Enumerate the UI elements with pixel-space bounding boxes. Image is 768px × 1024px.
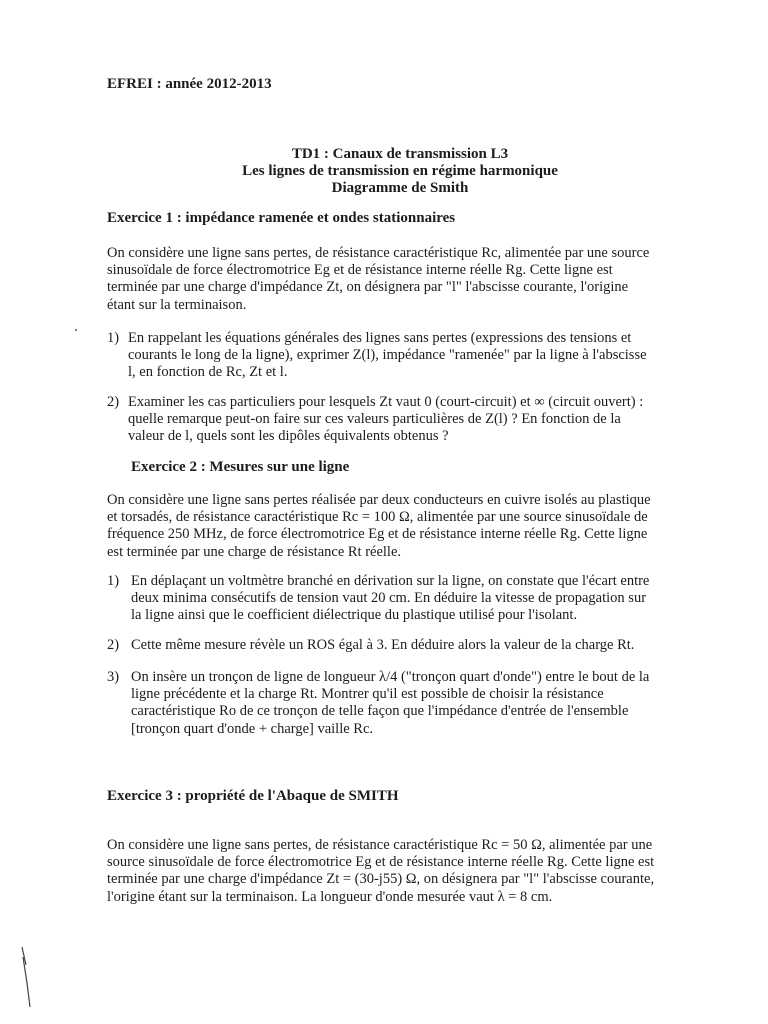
exercise-2-question-2 — [131, 637, 711, 654]
text-line: On insère un tronçon de ligne de longueur λ/4 ("tronçon quart d'onde") entre le bout de la — [131, 669, 650, 685]
document-header: EFREI : année 2012-2013 — [107, 76, 272, 92]
text-line: On considère une ligne sans pertes réalisée par deux conducteurs en cuivre isolés au plastique — [107, 492, 651, 508]
text-line: courants le long de la ligne), exprimer Z(l), impédance "ramenée" par la ligne à l'abscisse — [128, 347, 647, 364]
text-line: deux minima consécutifs de tension vaut 20 cm. En déduire la vitesse de propagation sur — [131, 590, 647, 607]
exercise-1-question-1-number: 1) — [107, 330, 120, 346]
text-line: [tronçon quart d'onde + charge] vaille Rc. — [131, 720, 374, 737]
title-line-1: TD1 : Canaux de transmission L3 — [291, 146, 509, 162]
exercise-2-question-2-number: 2) — [107, 637, 120, 653]
title-line-2: Les lignes de transmission en régime harmonique — [242, 163, 558, 179]
scan-speck — [75, 329, 77, 331]
text-line: En déplaçant un voltmètre branché en dérivation sur la ligne, on constate que l'écart entre — [131, 573, 650, 589]
text-line: la ligne ainsi que le coefficient diélectrique du plastique utilisé pour l'isolant. — [131, 607, 578, 624]
text-line: terminée par une charge d'impédance Zt, on désignera par "l" l'abscisse courante, l'origine — [107, 279, 629, 296]
exercise-2-question-3-number: 3) — [107, 669, 120, 685]
exercise-3-intro — [107, 837, 722, 906]
exercise-1-question-2-number: 2) — [107, 394, 120, 410]
text-line: terminée par une charge d'impédance Zt = (30-j55) Ω, on désignera par "l" l'abscisse courante, — [107, 871, 655, 888]
exercise-1-title: Exercice 1 : impédance ramenée et ondes stationnaires — [107, 210, 456, 226]
exercise-3-title: Exercice 3 : propriété de l'Abaque de SMITH — [107, 788, 399, 804]
text-line: sinusoïdale de force électromotrice Eg et de résistance interne réelle Rg. Cette ligne est — [107, 262, 613, 279]
text-line: En rappelant les équations générales des lignes sans pertes (expressions des tensions et — [128, 330, 632, 346]
text-line: valeur de l, quels sont les dipôles équivalents obtenus ? — [128, 428, 449, 445]
text-line: l, en fonction de Rc, Zt et l. — [128, 364, 288, 381]
exercise-1-intro — [107, 245, 707, 314]
text-line: source sinusoïdale de force électromotrice Eg et de résistance interne réelle Rg. Cette ligne est — [107, 854, 655, 871]
exercise-2-intro — [107, 492, 717, 561]
text-line: est terminée par une charge de résistance Rt réelle. — [107, 543, 402, 560]
text-line: et torsadés, de résistance caractéristique Rc = 100 Ω, alimentée par une source sinusoïdale de — [107, 509, 648, 526]
text-line: On considère une ligne sans pertes, de résistance caractéristique Rc, alimentée par une source — [107, 245, 650, 261]
text-line: fréquence 250 MHz, de force électromotrice Eg et de résistance interne réelle Rg. Cette ligne — [107, 526, 648, 543]
text-line: caractéristique Ro de ce tronçon de telle façon que l'impédance d'entrée de l'ensemble — [131, 703, 629, 720]
text-line: On considère une ligne sans pertes, de résistance caractéristique Rc = 50 Ω, alimentée par une — [107, 837, 653, 853]
exercise-2-question-1 — [131, 573, 711, 625]
text-line: étant sur la terminaison. — [107, 296, 247, 313]
exercise-1-question-1 — [128, 330, 708, 382]
text-line: ligne précédente et la charge Rt. Montrer qu'il est possible de choisir la résistance — [131, 686, 604, 703]
exercise-2-question-3 — [131, 669, 711, 738]
exercise-2-title: Exercice 2 : Mesures sur une ligne — [131, 459, 350, 475]
text-line: l'origine étant sur la terminaison. La longueur d'onde mesurée vaut λ = 8 cm. — [107, 888, 553, 905]
title-line-3: Diagramme de Smith — [331, 180, 469, 196]
scan-margin-scratch — [10, 935, 50, 1015]
text-line: Cette même mesure révèle un ROS égal à 3. En déduire alors la valeur de la charge Rt. — [131, 637, 635, 653]
text-line: Examiner les cas particuliers pour lesquels Zt vaut 0 (court-circuit) et ∞ (circuit ouvert) : — [128, 394, 644, 410]
text-line: quelle remarque peut-on faire sur ces valeurs particulières de Z(l) ? En fonction de la — [128, 411, 621, 428]
exercise-1-question-2 — [128, 394, 728, 446]
exercise-2-question-1-number: 1) — [107, 573, 120, 589]
